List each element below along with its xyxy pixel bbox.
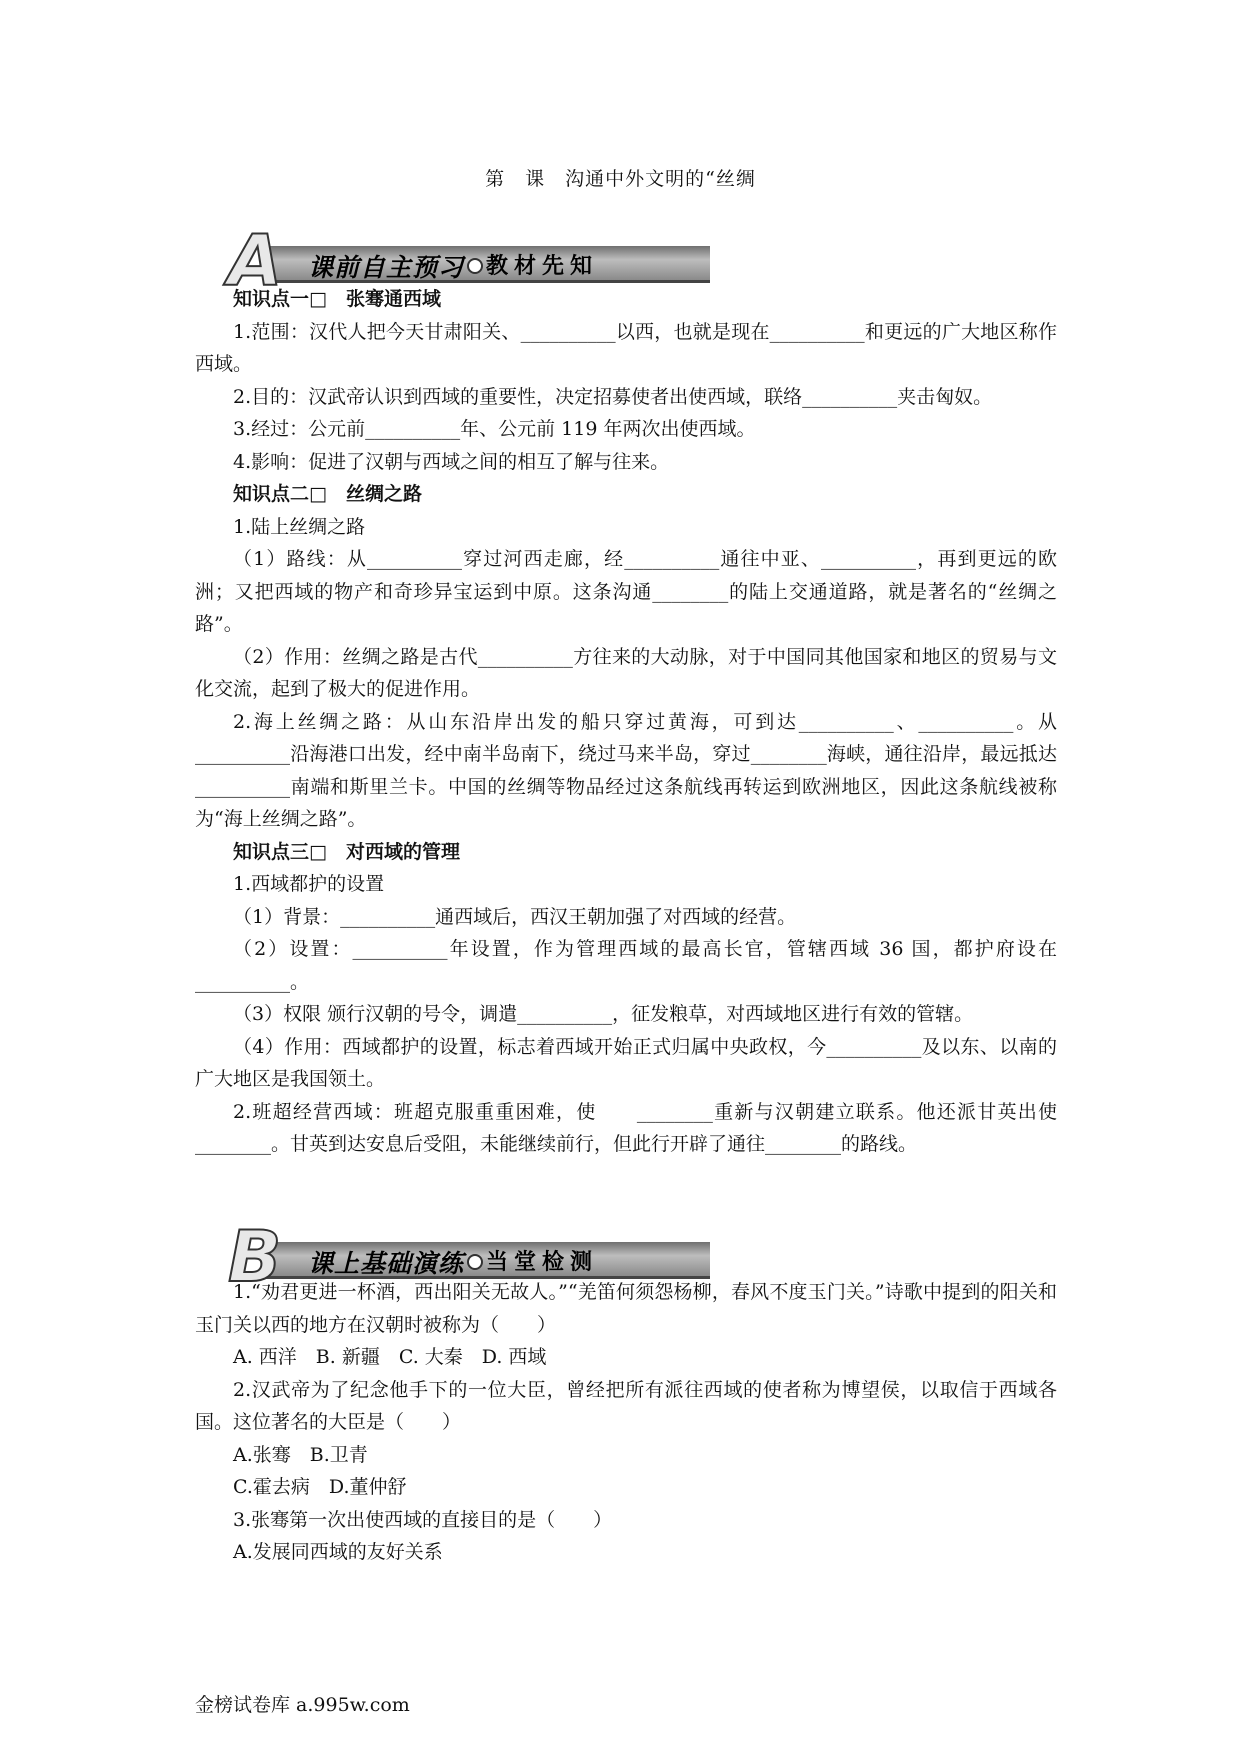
section-letter: B bbox=[228, 1216, 282, 1298]
footer-source: 金榜试卷库 a.995w.com bbox=[195, 1694, 410, 1716]
knowledge-heading: 知识点三□ 对西域的管理 bbox=[233, 840, 460, 863]
section-title: 课前自主预习 bbox=[308, 253, 465, 282]
paragraph: 4.影响：促进了汉朝与西域之间的相互了解与往来。 bbox=[233, 450, 670, 473]
question: 3.张骞第一次出使西域的直接目的是（ ） bbox=[233, 1508, 613, 1531]
knowledge-heading: 知识点一□ 张骞通西域 bbox=[233, 288, 441, 310]
paragraph: （4）作用：西域都护的设置，标志着西域开始正式归属中央政权，今__________及以东、以南的广大地区是我国领土。 bbox=[195, 1035, 1057, 1090]
paragraph: 1.西域都护的设置 bbox=[233, 873, 385, 895]
part-b-content bbox=[195, 1276, 1057, 1569]
section-subtitle: 当堂检测 bbox=[486, 1250, 599, 1275]
page-title: 第 课 沟通中外文明的“丝绸 bbox=[485, 168, 756, 190]
knowledge-heading: 知识点二□ 丝绸之路 bbox=[233, 483, 422, 505]
paragraph: 1.陆上丝绸之路 bbox=[233, 515, 366, 538]
paragraph: （2）作用：丝绸之路是古代__________方往来的大动脉，对于中国同其他国家和地区的贸易与文化交流，起到了极大的促进作用。 bbox=[195, 645, 1057, 700]
part-a-content bbox=[195, 283, 1057, 1161]
question: 2.汉武帝为了纪念他手下的一位大臣，曾经把所有派往西域的使者称为博望侯，以取信于西域各国。这位著名的大臣是（ ） bbox=[195, 1378, 1057, 1433]
answer-options: A.张骞 B.卫青 bbox=[233, 1443, 368, 1466]
paragraph: 2.海上丝绸之路：从山东沿岸出发的船只穿过黄海，可到达__________、__________。从__________沿海港口出发，经中南半岛南下，绕过马来半岛，穿过________海峡，通往沿岸，最远抵达__________南端和斯里兰卡。中国的丝绸等物品经过这条航线再转运到欧洲地区，因此这条航线被称为“海上丝绸之路”。 bbox=[195, 710, 1057, 830]
paragraph: 3.经过：公元前__________年、公元前 119 年两次出使西域。 bbox=[233, 418, 756, 440]
section-title: 课上基础演练 bbox=[308, 1249, 465, 1278]
bullet-dot-icon bbox=[467, 1254, 483, 1270]
answer-options: A. 西洋 B. 新疆 C. 大秦 D. 西域 bbox=[233, 1346, 547, 1368]
paragraph: 1.范围：汉代人把今天甘肃阳关、__________以西，也就是现在__________和更远的广大地区称作西域。 bbox=[195, 320, 1057, 375]
paragraph: （1）路线：从__________穿过河西走廊，经__________通往中亚、__________，再到更远的欧洲；又把西域的物产和奇珍异宝运到中原。这条沟通________的陆上交通道路，就是著名的“丝绸之路”。 bbox=[195, 548, 1057, 635]
question: 1.“劝君更进一杯酒，西出阳关无故人。”“羌笛何须怨杨柳，春风不度玉门关。”诗歌中提到的阳关和玉门关以西的地方在汉朝时被称为（ ） bbox=[195, 1281, 1057, 1336]
section-subtitle: 教材先知 bbox=[486, 254, 599, 279]
paragraph: 2.班超经营西域：班超克服重重困难，使 ________重新与汉朝建立联系。他还派甘英出使________。甘英到达安息后受阻，未能继续前行，但此行开辟了通往________的路线。 bbox=[195, 1100, 1057, 1155]
section-letter: A bbox=[228, 220, 283, 302]
paragraph: 2.目的：汉武帝认识到西域的重要性，决定招募使者出使西域，联络__________夹击匈奴。 bbox=[233, 385, 993, 408]
answer-options: C.霍去病 D.董仲舒 bbox=[233, 1476, 407, 1498]
paragraph: （2）设置：__________年设置，作为管理西域的最高长官，管辖西域 36 国，都护府设在__________。 bbox=[195, 938, 1057, 993]
answer-options: A.发展同西域的友好关系 bbox=[233, 1541, 443, 1563]
bullet-dot-icon bbox=[467, 258, 483, 274]
paragraph: （1）背景：__________通西域后，西汉王朝加强了对西域的经营。 bbox=[233, 905, 797, 928]
paragraph: （3）权限 颁行汉朝的号令，调遣__________，征发粮草，对西域地区进行有效的管辖。 bbox=[233, 1003, 974, 1025]
